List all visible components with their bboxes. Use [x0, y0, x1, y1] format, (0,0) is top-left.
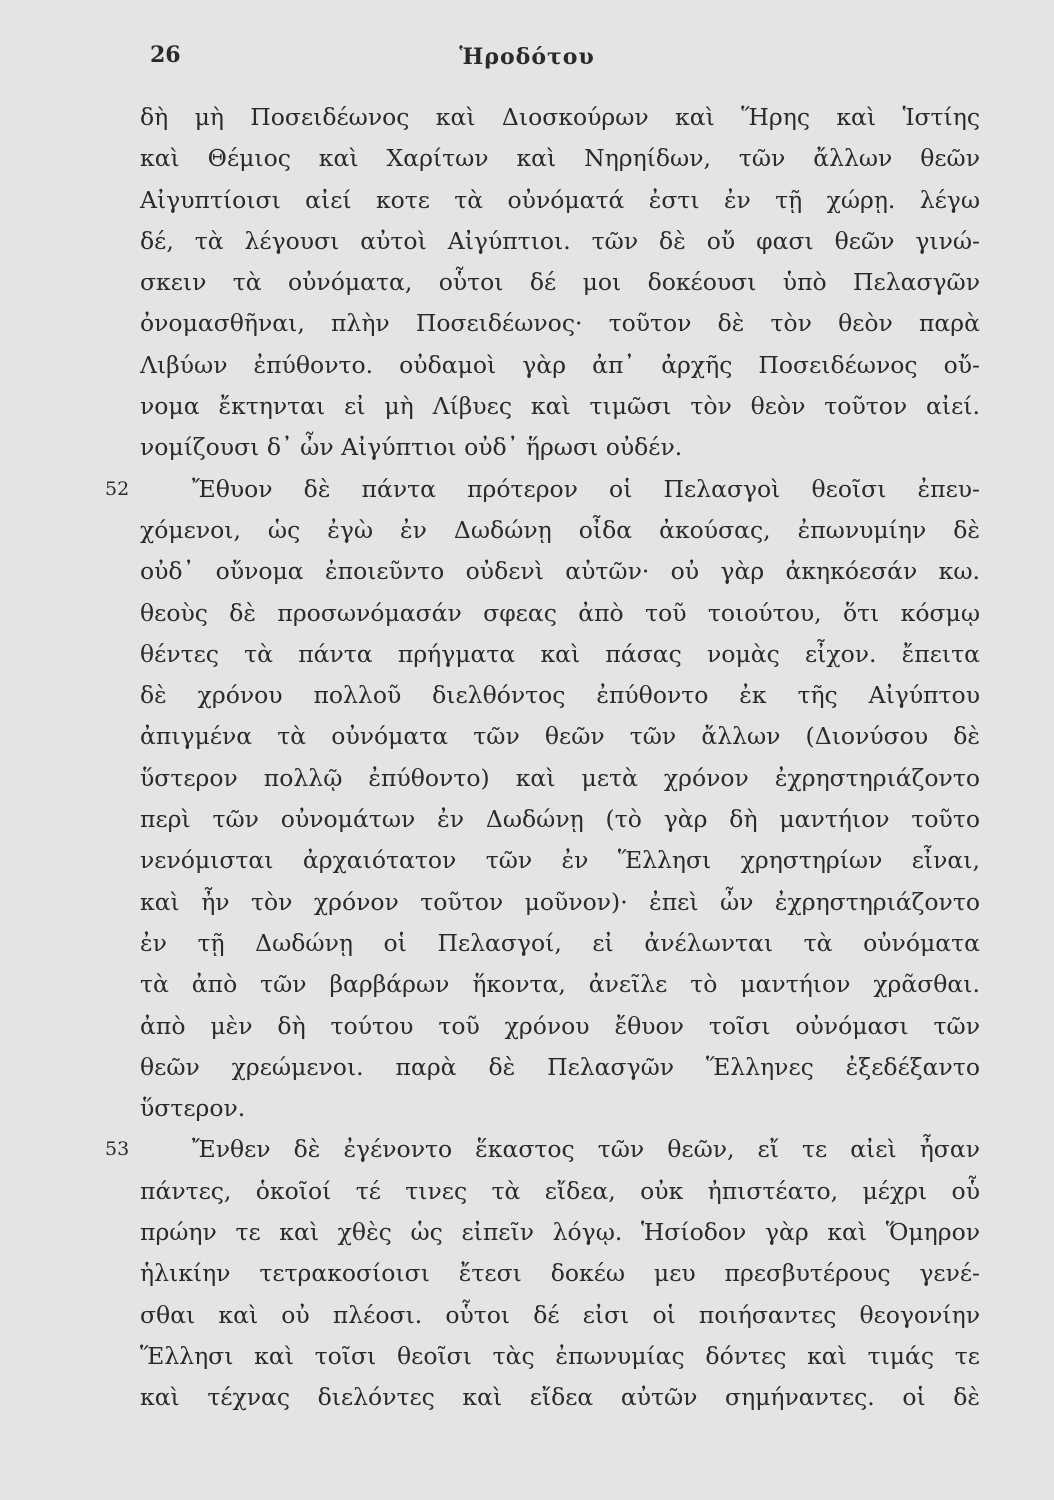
text-line [140, 634, 980, 675]
text-line [140, 1088, 980, 1129]
text-line [140, 964, 980, 1005]
body-text [105, 97, 980, 1419]
line-text: θέντες τὰ πάντα πρήγματα καὶ πάσας νομὰς εἶχον. ἔπειτα [140, 639, 980, 668]
line-text: ἀπὸ μὲν δὴ τούτου τοῦ χρόνου ἔθυον τοῖσι οὐνόμασι τῶν [140, 1011, 980, 1040]
line-text: ἐν τῇ Δωδώνῃ οἱ Πελασγοί, εἰ ἀνέλωνται τὰ οὐνόματα [140, 928, 980, 957]
text-line [105, 1129, 980, 1170]
line-text: καὶ Θέμιος καὶ Χαρίτων καὶ Νηρηίδων, τῶν ἄλλων θεῶν [140, 144, 980, 173]
text-line [140, 1295, 980, 1336]
line-text: θεοὺς δὲ προσωνόμασάν σφεας ἀπὸ τοῦ τοιούτου, ὅτι κόσμῳ [140, 598, 980, 627]
line-text: σκειν τὰ οὐνόματα, οὗτοι δέ μοι δοκέουσι ὑπὸ Πελασγῶν [140, 268, 980, 297]
line-text: καὶ τέχνας διελόντες καὶ εἴδεα αὐτῶν σημήναντες. οἱ δὲ [140, 1383, 980, 1412]
text-line [105, 469, 980, 510]
line-text: ὀνομασθῆναι, πλὴν Ποσειδέωνος· τοῦτον δὲ τὸν θεὸν παρὰ [140, 309, 980, 338]
line-text: νομα ἔκτηνται εἰ μὴ Λίβυες καὶ τιμῶσι τὸν θεὸν τοῦτον αἰεί. [140, 392, 980, 421]
text-line [140, 1047, 980, 1088]
text-line [140, 593, 980, 634]
line-text: δὲ χρόνου πολλοῦ διελθόντος ἐπύθοντο ἐκ τῆς Αἰγύπτου [140, 681, 980, 710]
line-text: σθαι καὶ οὐ πλέοσι. οὗτοι δέ εἰσι οἱ ποιήσαντες θεογονίην [140, 1300, 980, 1329]
line-text: πάντες, ὁκοῖοί τέ τινες τὰ εἴδεα, οὐκ ἠπιστέατο, μέχρι οὗ [140, 1176, 980, 1205]
chapter-number: 53 [105, 1138, 130, 1161]
line-text: Ἕλλησι καὶ τοῖσι θεοῖσι τὰς ἐπωνυμίας δόντες καὶ τιμάς τε [140, 1341, 980, 1370]
line-text: χόμενοι, ὡς ἐγὼ ἐν Δωδώνῃ οἶδα ἀκούσας, ἐπωνυμίην δὲ [140, 515, 980, 544]
text-line [140, 180, 980, 221]
text-line [140, 840, 980, 881]
text-line [140, 97, 980, 138]
line-text: ἀπιγμένα τὰ οὐνόματα τῶν θεῶν τῶν ἄλλων (Διονύσου δὲ [140, 722, 980, 751]
line-text: Ἔθυον δὲ πάντα πρότερον οἱ Πελασγοὶ θεοῖσι ἐπευ- [192, 474, 980, 503]
line-text: νομίζουσι δ᾽ ὦν Αἰγύπτιοι οὐδ᾽ ἥρωσι οὐδέν. [140, 433, 683, 462]
line-text: Λιβύων ἐπύθοντο. οὐδαμοὶ γὰρ ἀπ᾽ ἀρχῆς Ποσειδέωνος οὔ- [140, 350, 980, 379]
line-text: καὶ ἦν τὸν χρόνον τοῦτον μοῦνον)· ἐπεὶ ὦν ἐχρηστηριάζοντο [140, 887, 980, 916]
line-text: ὕστερον πολλῷ ἐπύθοντο) καὶ μετὰ χρόνον ἐχρηστηριάζοντο [140, 763, 980, 792]
text-line [140, 882, 980, 923]
line-text: δέ, τὰ λέγουσι αὐτοὶ Αἰγύπτιοι. τῶν δὲ οὔ φασι θεῶν γινώ- [140, 226, 980, 255]
text-line [140, 1336, 980, 1377]
page-number: 26 [150, 42, 181, 68]
text-line [140, 675, 980, 716]
text-line [140, 1006, 980, 1047]
line-text: θεῶν χρεώμενοι. παρὰ δὲ Πελασγῶν Ἕλληνες ἐξεδέξαντο [140, 1052, 980, 1081]
text-line [140, 716, 980, 757]
line-text: δὴ μὴ Ποσειδέωνος καὶ Διοσκούρων καὶ Ἥρης καὶ Ἱστίης [140, 103, 980, 131]
running-head [0, 42, 1054, 72]
text-line [140, 758, 980, 799]
text-line [140, 386, 980, 427]
text-line [140, 1253, 980, 1294]
text-line [140, 262, 980, 303]
text-line [140, 799, 980, 840]
text-line [140, 1212, 980, 1253]
line-text: τὰ ἀπὸ τῶν βαρβάρων ἥκοντα, ἀνεῖλε τὸ μαντήιον χρᾶσθαι. [140, 970, 980, 999]
running-title: Ἡροδότου [459, 44, 595, 70]
line-text: Αἰγυπτίοισι αἰεί κοτε τὰ οὐνόματά ἐστι ἐν τῇ χώρῃ. λέγω [140, 185, 980, 214]
text-line [140, 1171, 980, 1212]
line-text: ἡλικίην τετρακοσίοισι ἔτεσι δοκέω μευ πρεσβυτέρους γενέ- [140, 1259, 980, 1288]
text-line [140, 138, 980, 179]
line-text: Ἔνθεν δὲ ἐγένοντο ἕκαστος τῶν θεῶν, εἴ τε αἰεὶ ἦσαν [192, 1135, 980, 1164]
line-text: ὕστερον. [140, 1094, 246, 1123]
text-line [140, 551, 980, 592]
text-line [140, 345, 980, 386]
text-line [140, 221, 980, 262]
text-line [140, 303, 980, 344]
text-line [140, 1377, 980, 1418]
text-line [140, 923, 980, 964]
line-text: πρώην τε καὶ χθὲς ὡς εἰπεῖν λόγῳ. Ἡσίοδον γὰρ καὶ Ὅμηρον [140, 1218, 980, 1247]
line-text: οὐδ᾽ οὔνομα ἐποιεῦντο οὐδενὶ αὐτῶν· οὐ γὰρ ἀκηκόεσάν κω. [140, 557, 980, 586]
chapter-number: 52 [105, 477, 130, 500]
line-text: νενόμισται ἀρχαιότατον τῶν ἐν Ἕλλησι χρηστηρίων εἶναι, [140, 846, 980, 875]
text-line [140, 427, 980, 468]
line-text: περὶ τῶν οὐνομάτων ἐν Δωδώνῃ (τὸ γὰρ δὴ μαντήιον τοῦτο [140, 805, 980, 834]
text-line [140, 510, 980, 551]
